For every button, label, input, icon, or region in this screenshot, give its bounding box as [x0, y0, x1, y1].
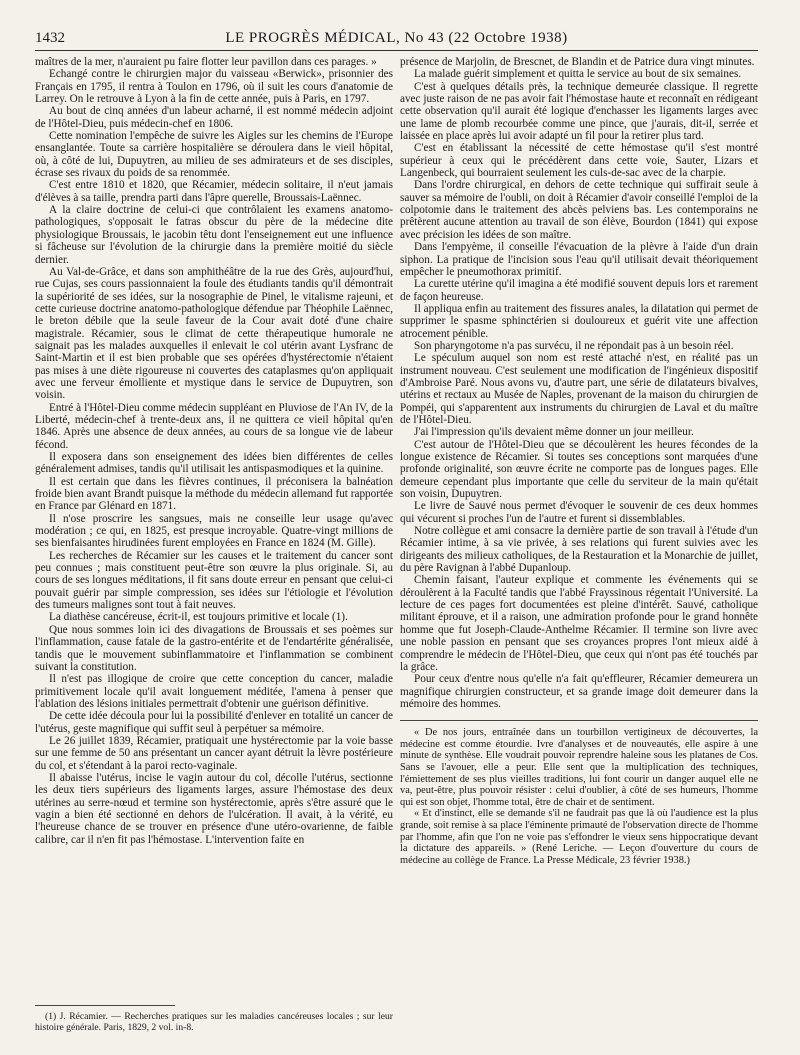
paragraph: C'est en établissant la nécessité de cette hémostase qu'il s'est montré supérieur à ceux qui le précédèrent dans cette voie, Sauter, Lizars et Langenbeck, qui bourraient seulement les culs-de-sac avec de la charpie.: [400, 142, 758, 180]
text-columns: [35, 56, 758, 866]
paragraph: Dans l'ordre chirurgical, en dehors de cette technique qui suffirait seule à sauver sa mémoire de l'oubli, on doit à Récamier d'avoir conseillé l'emploi de la colpotomie dans le traitement des abcès pelviens bas. Les contemporains ne prêtèrent aucune attention au travail de son élève, Bourdon (1841) qui expose avec précision les idées de son maître.: [400, 179, 758, 241]
footnote: [35, 1005, 393, 1033]
paragraph: La diathèse cancéreuse, écrit-il, est toujours primitive et locale (1).: [49, 611, 348, 624]
right-column: [400, 56, 758, 866]
section-divider: [400, 720, 758, 721]
paragraph: Il exposera dans son enseignement des idées bien différentes de celles généralement admises, tandis qu'il utilisait les antispasmodiques et la quinine.: [35, 451, 393, 476]
paragraph: La malade guérit simplement et quitta le service au bout de six semaines.: [414, 68, 742, 81]
paragraph: Notre collègue et ami consacre la dernière partie de son travail à l'étude d'un Récamier intime, à sa vie privée, à ses relations qui furent suivies avec les dirigeants des milieux catholiques, de la Restauration et la Monarchie de juillet, du père Ravignan à l'abbé Dupanloup.: [400, 525, 758, 575]
journal-title: LE PROGRÈS MÉDICAL, No 43 (22 Octobre 1938): [225, 30, 568, 46]
paragraph: Au bout de cinq années d'un labeur acharné, il est nommé médecin adjoint de l'Hôtel-Dieu, puis médecin-chef en 1806.: [35, 105, 393, 130]
paragraph: C'est entre 1810 et 1820, que Récamier, médecin solitaire, il n'eut jamais d'élèves à sa taille, prendra parti dans l'âpre querelle, Broussais-Laënnec.: [35, 179, 393, 204]
paragraph: De cette idée découla pour lui la possibilité d'enlever en totalité un cancer de l'utérus, geste magnifique qui suffit seul à perpétuer sa mémoire.: [35, 710, 393, 735]
paragraph: Le spéculum auquel son nom est resté attaché n'est, en réalité pas un instrument nouveau. C'est seulement une modification de l'ingénieux dispositif d'Ambroise Paré. Nous avons vu, d'autre part, une série de dilatateurs bivalves, utérins et rectaux au Musée de Naples, provenant de la maison du chirurgien de Pompéi, qui s'apparentent aux instruments du chirurgien de Laval et du maître de l'Hôtel-Dieu.: [400, 352, 758, 426]
paragraph: Il appliqua enfin au traitement des fissures anales, la dilatation qui permet de supprimer le spasme sphinctérien si douloureux et guérit vite une affection atrocement pénible.: [400, 302, 758, 340]
paragraph: Cette nomination l'empêche de suivre les Aigles sur les chemins de l'Europe ensanglantée. Toute sa carrière hospitalière se déroulera dans le vieil hôpital, où, à côté de lui, Dupuytren, au milieu de ses admirateurs et de ses disciples, écrase ses rivaux du poids de sa renommée.: [35, 130, 393, 180]
paragraph: Il est certain que dans les fièvres continues, il préconisera la balnéation froide bien avant Brandt puisque la méthode du médecin allemand fut rapportée en France par Glénard en 1871.: [35, 475, 393, 513]
paragraph: Dans l'empyème, il conseille l'évacuation de la plèvre à l'aide d'un drain siphon. La pratique de l'incision sous l'eau qu'il utilisait devait théoriquement empêcher le pneumothorax primitif.: [400, 241, 758, 278]
paragraph: Il n'ose proscrire les sangsues, mais ne conseille leur usage qu'avec modération ; ce qui, en 1825, est presque incroyable. Quatre-vingt millions de ses bienfaisantes hirudinées furent employées en France en 1824 (M. Gille).: [35, 512, 393, 550]
paragraph: A la claire doctrine de celui-ci que contrôlaient les examens anatomo-pathologiques, s'opposait le fatras obscur du père de la médecine dite physiologique Broussais, le jacobin têtu dont l'enseignement eut une influence si fâcheuse sur l'évolution de la chirurgie dans la première moitié du siècle dernier.: [35, 204, 393, 266]
page-header: [35, 30, 758, 51]
paragraph: Pour ceux d'entre nous qu'elle n'a fait qu'effleurer, Récamier demeurera un magnifique chirurgien constructeur, et sa grande image doit demeurer dans la mémoire des hommes.: [400, 673, 758, 710]
paragraph: La curette utérine qu'il imagina a été modifié souvent depuis lors et rarement de façon heureuse.: [400, 278, 758, 303]
paragraph: Entré à l'Hôtel-Dieu comme médecin suppléant en Pluviose de l'An IV, de la Liberté, médecin-chef à trente-deux ans, il ne quittera ce vieil hôpital qu'en 1846. Après une absence de deux années, au cours de sa longue vie de labeur fécond.: [35, 401, 393, 451]
page-number: 1432: [35, 30, 65, 46]
paragraph: maîtres de la mer, n'auraient pu faire flotter leur pavillon dans ces parages. »: [35, 56, 377, 68]
paragraph: Les recherches de Récamier sur les causes et le traitement du cancer sont peu connues ; mais constituent peut-être son œuvre la plus originale. Si, au cours de ses longues méditations, il fit sans doute erreur en pensant que celui-ci pouvait guérir par simple compression, ses idées sur l'étiologie et l'évolution des tumeurs malignes sont tout à fait neuves.: [35, 549, 393, 612]
paragraph: Le 26 juillet 1839, Récamier, pratiquait une hystérectomie par la voie basse sur une femme de 50 ans présentant un cancer ayant détruit la lèvre postérieure du col, et s'étendant à la paroi recto-vaginale.: [35, 734, 393, 772]
paragraph: « Et d'instinct, elle se demande s'il ne faudrait pas que là où l'audience est la plus grande, soit remise à sa place l'éminente primauté de l'observation directe de l'homme par l'homme, afin que l'on ne voie pas s'effondrer le vieux sens hippocratique devant la dictature des appareils. » (René Leriche. — Leçon d'ouverture du cours de médecine au collège de France. La Presse Médicale, 23 février 1938.): [400, 808, 758, 866]
paragraph: Chemin faisant, l'auteur explique et commente les événements qui se déroulèrent à la Faculté tandis que l'abbé Frayssinous régentait l'Université. La lecture de ces pages fort documentées est pleine d'intérêt. Sauvé, catholique militant éprouve, et il a raison, une admiration profonde pour le grand honnête homme que fut Joseph-Claude-Anthelme Récamier. Il termine son livre avec une noble passion en pensant que ses croyances propres l'ont mieux aidé à comprendre le médecin de l'Hôtel-Dieu, que ceux qui n'ont pas été touchés par la grâce.: [400, 574, 758, 673]
left-column: [35, 56, 393, 866]
paragraph: présence de Marjolin, de Brescnet, de Blandin et de Patrice dura vingt minutes.: [400, 56, 755, 68]
paragraph: Que nous sommes loin ici des divagations de Broussais et ses poèmes sur l'inflammation, cause fatale de la gastro-entérite et de l'endartérite généralisée, tandis que le mouvement subinflammatoire et l'inflammation se combinent suivant la constitution.: [35, 623, 393, 673]
right-column-paragraphs: [400, 56, 758, 710]
footnote-text: (1) J. Récamier. — Recherches pratiques sur les maladies cancéreuses locales ; sur leur histoire générale. Paris, 1829, 2 vol. in-8.: [35, 1011, 393, 1033]
paragraph: J'ai l'impression qu'ils devaient même donner un jour meilleur.: [414, 426, 694, 439]
paragraph: Echangé contre le chirurgien major du vaisseau «Berwick», prisonnier des Français en 1795, il rentra à Toulon en 1796, où il suit les cours d'anatomie de Larrey. On le retrouve à Lyon à la fin de cette année, puis à Paris, en 1797.: [35, 68, 393, 106]
paragraph: Il abaisse l'utérus, incise le vagin autour du col, décolle l'utérus, sectionne les deux tiers supérieurs des ligaments larges, assure l'hémostase des deux utérines au serre-nœud et termine son hystérectomie, après s'être assuré que le vagin a bien été sectionné en dehors de l'ulcération. Il avait, à la vérité, eu l'heureuse chance de se trouver en présence d'une utéro-ovarienne, de faible calibre, car il n'en fit pas l'hémostase. L'intervention faite en: [35, 771, 393, 846]
paragraph: Au Val-de-Grâce, et dans son amphithéâtre de la rue des Grès, aujourd'hui, rue Cujas, ses cours passionnaient la foule des étudiants tandis qu'il démontrait la supériorité de ses idées, sur la nosographie de Pinel, le vitalisme rajeuni, et cette curieuse doctrine anatomo-pathologique défendue par Théophile Laënnec, le breton débile que la seule faveur de la Cour avait doté d'une chaire magistrale. Récamier, sous le climat de cette thérapeutique humorale ne saignait pas les malades auxquelles il enlevait le col utérin avant Lysfranc de Saint-Martin et il est bien probable que ses opérées d'hystérectomie n'étaient pas mises à une diète rigoureuse ni couvertes des cataplasmes qu'on appliquait avec une ferveur émolliente et mystique dans le service de Dupuytren, son voisin.: [35, 265, 393, 402]
paragraph: Son pharyngotome n'a pas survécu, il ne répondait pas à un besoin réel.: [414, 339, 734, 352]
footnote-rule: [35, 1005, 175, 1006]
paragraph: « De nos jours, entraînée dans un tourbillon vertigineux de découvertes, la médecine est comme étourdie. Ivre d'analyses et de nouveautés, elle aspire à une minute de synthèse. Elle voudrait pouvoir reprendre haleine sous les platanes de Cos. Sans se l'avouer, elle a peur. Elle sent que la multiplication des techniques, l'émiettement de ses plus vieilles traditions, lui font courir un danger auquel elle ne va, peut-être, plus pouvoir résister : celui d'oublier, à côté de ses humeurs, l'homme qui est son objet, l'homme total, être de chair et de sentiment.: [400, 727, 758, 808]
leriche-quote: [400, 727, 758, 866]
paragraph: Le livre de Sauvé nous permet d'évoquer le souvenir de ces deux hommes qui vécurent si proches l'un de l'autre et furent si dissemblables.: [400, 500, 758, 525]
paragraph: C'est autour de l'Hôtel-Dieu que se découlèrent les heures fécondes de la longue existence de Récamier. Si toutes ses conceptions sont marquées d'une profonde originalité, son œuvre écrite ne comporte pas de longues pages. Elle demeure cependant plus importante que celle du serviteur de la main qu'était son voisin, Dupuytren.: [400, 438, 758, 501]
paragraph: C'est à quelques détails près, la technique demeurée classique. Il regrette avec juste raison de ne pas avoir fait l'hémostase haute et reconnaît en rédigeant cette observation qu'il aurait été logique d'enchasser les ligaments larges avec une lame de plomb recourbée comme une pince, que j'aurais, dit-il, serrée et laissée en place après lui avoir adapté un fil pour la retirer plus tard.: [400, 80, 758, 143]
paragraph: Il n'est pas illogique de croire que cette conception du cancer, maladie primitivement locale qu'il avait longuement méditée, l'amena à penser que l'ablation des lésions initiales permettrait d'obtenir une guérison définitive.: [35, 673, 393, 710]
